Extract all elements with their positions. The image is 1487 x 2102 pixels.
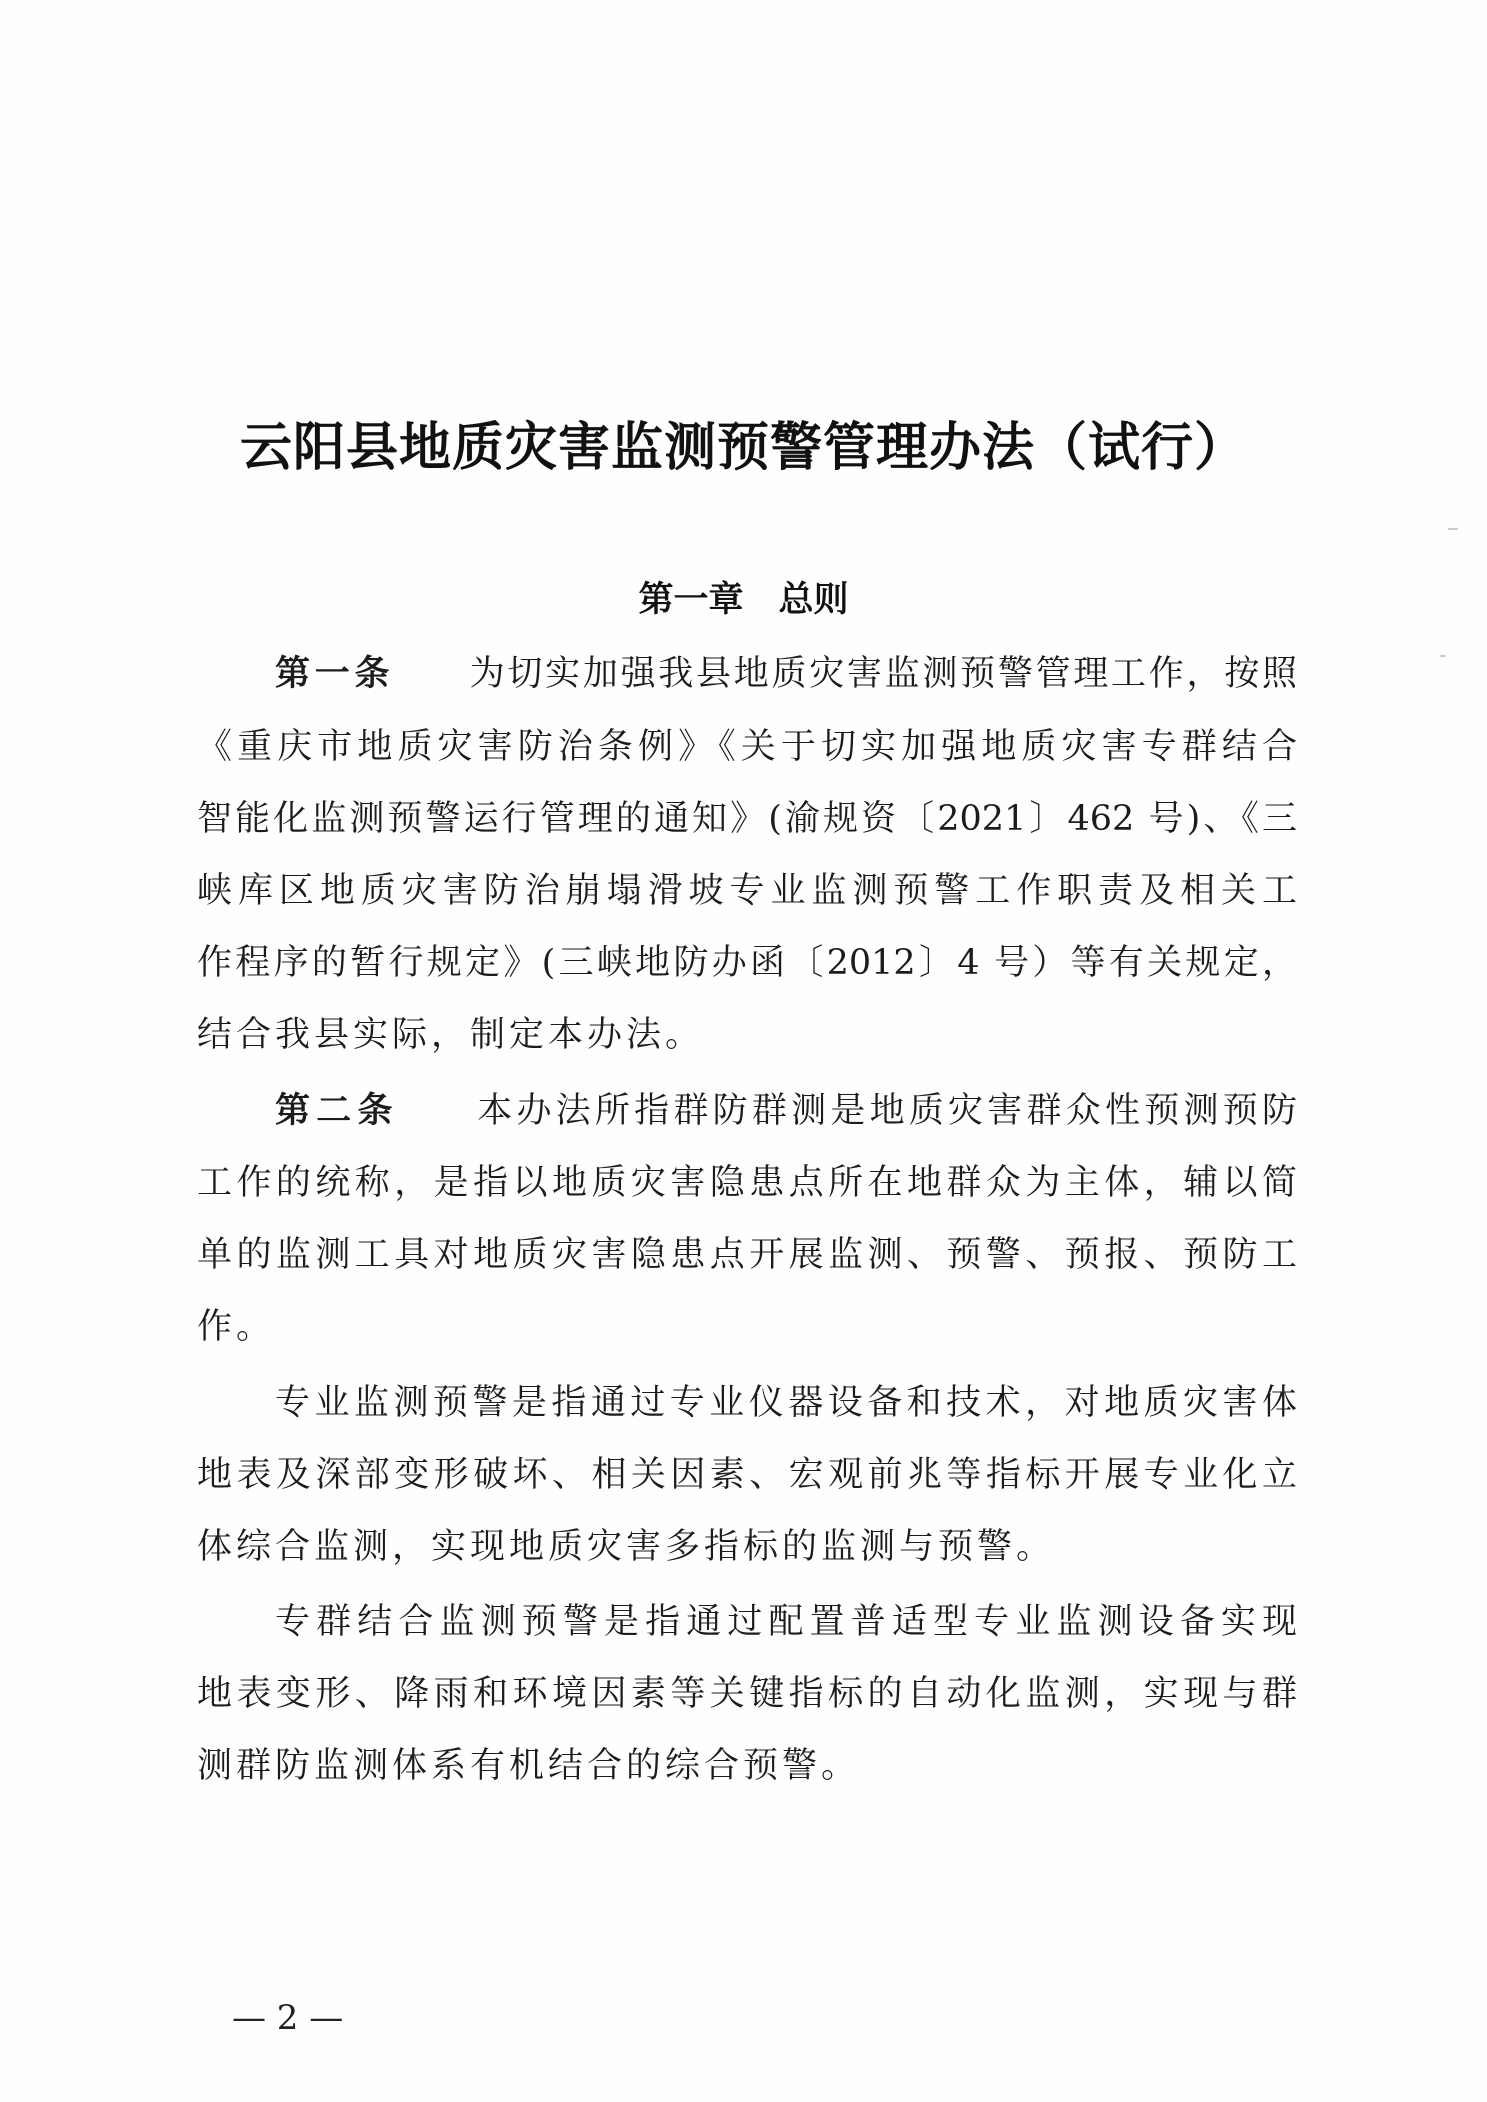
page-number: — 2 —	[232, 1998, 344, 2038]
paragraph-4-line: 地表变形、降雨和环境因素等关键指标的自动化监测，实现与群	[197, 1674, 1297, 1714]
paragraph-4-line: 测群防监测体系有机结合的综合预警。	[197, 1746, 861, 1786]
paragraph-4-line: 专群结合监测预警是指通过配置普适型专业监测设备实现	[275, 1602, 1297, 1642]
paragraph-3-line: 专业监测预警是指通过专业仪器设备和技术，对地质灾害体	[275, 1383, 1297, 1423]
article-2-text: 本办法所指群防群测是地质灾害群众性预测预防	[477, 1091, 1297, 1131]
article-2-line	[275, 1089, 1297, 1133]
article-1-line: 结合我县实际，制定本办法。	[197, 1015, 705, 1055]
article-1-line: 《重庆市地质灾害防治条例》《关于切实加强地质灾害专群结合	[197, 727, 1297, 767]
article-2-line: 作。	[197, 1307, 276, 1347]
chapter-heading: 第一章 总则	[638, 580, 849, 620]
article-1-line: 作程序的暂行规定》(三峡地防办函〔2012〕4 号）等有关规定，	[197, 943, 1297, 983]
document-title: 云阳县地质灾害监测预警管理办法（试行）	[239, 418, 1247, 478]
article-1-line: 智能化监测预警运行管理的通知》(渝规资〔2021〕462 号)、《三	[197, 799, 1297, 839]
paragraph-3-line: 地表及深部变形破坏、相关因素、宏观前兆等指标开展专业化立	[197, 1455, 1297, 1495]
article-2-label: 第二条	[275, 1091, 399, 1131]
article-2-line: 单的监测工具对地质灾害隐患点开展监测、预警、预报、预防工	[197, 1235, 1297, 1275]
article-1-line	[275, 652, 1297, 696]
scan-speck	[1448, 528, 1458, 530]
article-1-text: 为切实加强我县地质灾害监测预警管理工作，按照	[469, 654, 1297, 694]
article-1-label: 第一条	[275, 654, 395, 694]
article-1-line: 峡库区地质灾害防治崩塌滑坡专业监测预警工作职责及相关工	[197, 871, 1297, 911]
scan-speck	[1440, 655, 1446, 657]
article-2-line: 工作的统称，是指以地质灾害隐患点所在地群众为主体，辅以简	[197, 1163, 1297, 1203]
paragraph-3-line: 体综合监测，实现地质灾害多指标的监测与预警。	[197, 1527, 1056, 1567]
